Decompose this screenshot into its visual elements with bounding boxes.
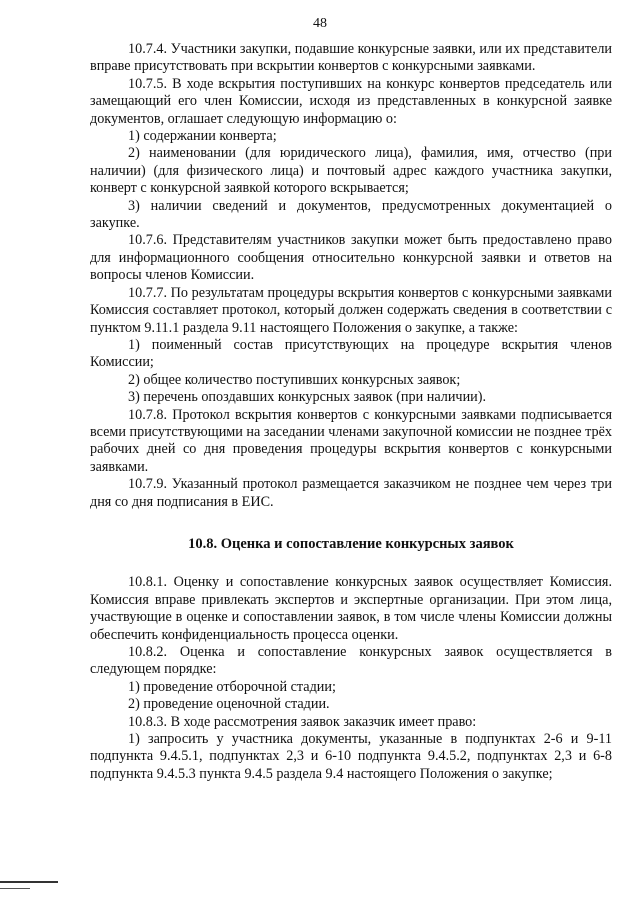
- list-item: 1) проведение отборочной стадии;: [128, 678, 336, 695]
- paragraph: 10.7.7. По результатам процедуры вскрытия конвертов с конкурсными заявками Комиссия составляет протокол, который должен содержать сведения в соответствии с пунктом 9.11.1 раздела 9.11 настоящего Положения о закупке, а также:: [90, 284, 612, 336]
- paragraph: 10.8.1. Оценку и сопоставление конкурсных заявок осуществляет Комиссия. Комиссия вправе привлекать экспертов и экспертные организации. При этом лица, участвующие в оценке и сопоставлении заявок, в том числе члены Комиссии должны обеспечить конфиденциальность процесса оценки.: [90, 574, 612, 643]
- list-item: 2) общее количество поступивших конкурсных заявок;: [128, 371, 461, 388]
- paragraph: 10.7.4. Участники закупки, подавшие конкурсные заявки, или их представители вправе присутствовать при вскрытии конвертов с конкурсными заявками.: [90, 41, 612, 75]
- page-number: 48: [313, 16, 327, 31]
- paragraph: 10.8.3. В ходе рассмотрения заявок заказчик имеет право:: [128, 713, 477, 730]
- paragraph: 10.7.5. В ходе вскрытия поступивших на конкурс конвертов председатель или замещающий его член Комиссии, исходя из представленных в конкурсной заявке документов, оглашает следующую информацию о:: [90, 75, 612, 127]
- list-item: 1) содержании конверта;: [128, 128, 277, 145]
- list-item: 3) наличии сведений и документов, предусмотренных документацией о закупке.: [90, 197, 612, 232]
- document-body: [90, 41, 612, 783]
- list-item: 3) перечень опоздавших конкурсных заявок (при наличии).: [128, 389, 487, 406]
- list-item: 1) поименный состав присутствующих на процедуре вскрытия членов Комиссии;: [90, 336, 612, 371]
- list-item: 1) запросить у участника документы, указанные в подпунктах 2-6 и 9-11 подпункта 9.4.5.1, подпунктах 2,3 и 6-10 подпункта 9.4.5.2, подпунктах 2,3 и 6-8 подпункта 9.4.5.3 пункта 9.4.5 раздела 9.4 настоящего Положения о закупке;: [90, 731, 612, 782]
- paragraph: 10.7.6. Представителям участников закупки может быть предоставлено право для информационного сообщения относительно конкурсной заявки и ответов на вопросы членов Комиссии.: [90, 232, 612, 284]
- list-item: 2) проведение оценочной стадии.: [128, 696, 330, 713]
- section-heading: 10.8. Оценка и сопоставление конкурсных заявок: [188, 535, 514, 552]
- paragraph: 10.8.2. Оценка и сопоставление конкурсных заявок осуществляется в следующем порядке:: [90, 644, 612, 678]
- scan-edge-mark: [0, 888, 30, 889]
- scan-edge-mark: [0, 881, 58, 883]
- list-item: 2) наименовании (для юридического лица), фамилия, имя, отчество (при наличии) (для физического лица) и почтовый адрес каждого участника закупки, конверт с конкурсной заявкой которого вскрывается;: [90, 145, 612, 197]
- paragraph: 10.7.8. Протокол вскрытия конвертов с конкурсными заявками подписывается всеми присутствующими на заседании членами закупочной комиссии не позднее трёх рабочих дней со дня проведения процедуры вскрытия конвертов с конкурсными заявками.: [90, 406, 612, 475]
- paragraph: 10.7.9. Указанный протокол размещается заказчиком не позднее чем через три дня со дня подписания в ЕИС.: [90, 476, 612, 510]
